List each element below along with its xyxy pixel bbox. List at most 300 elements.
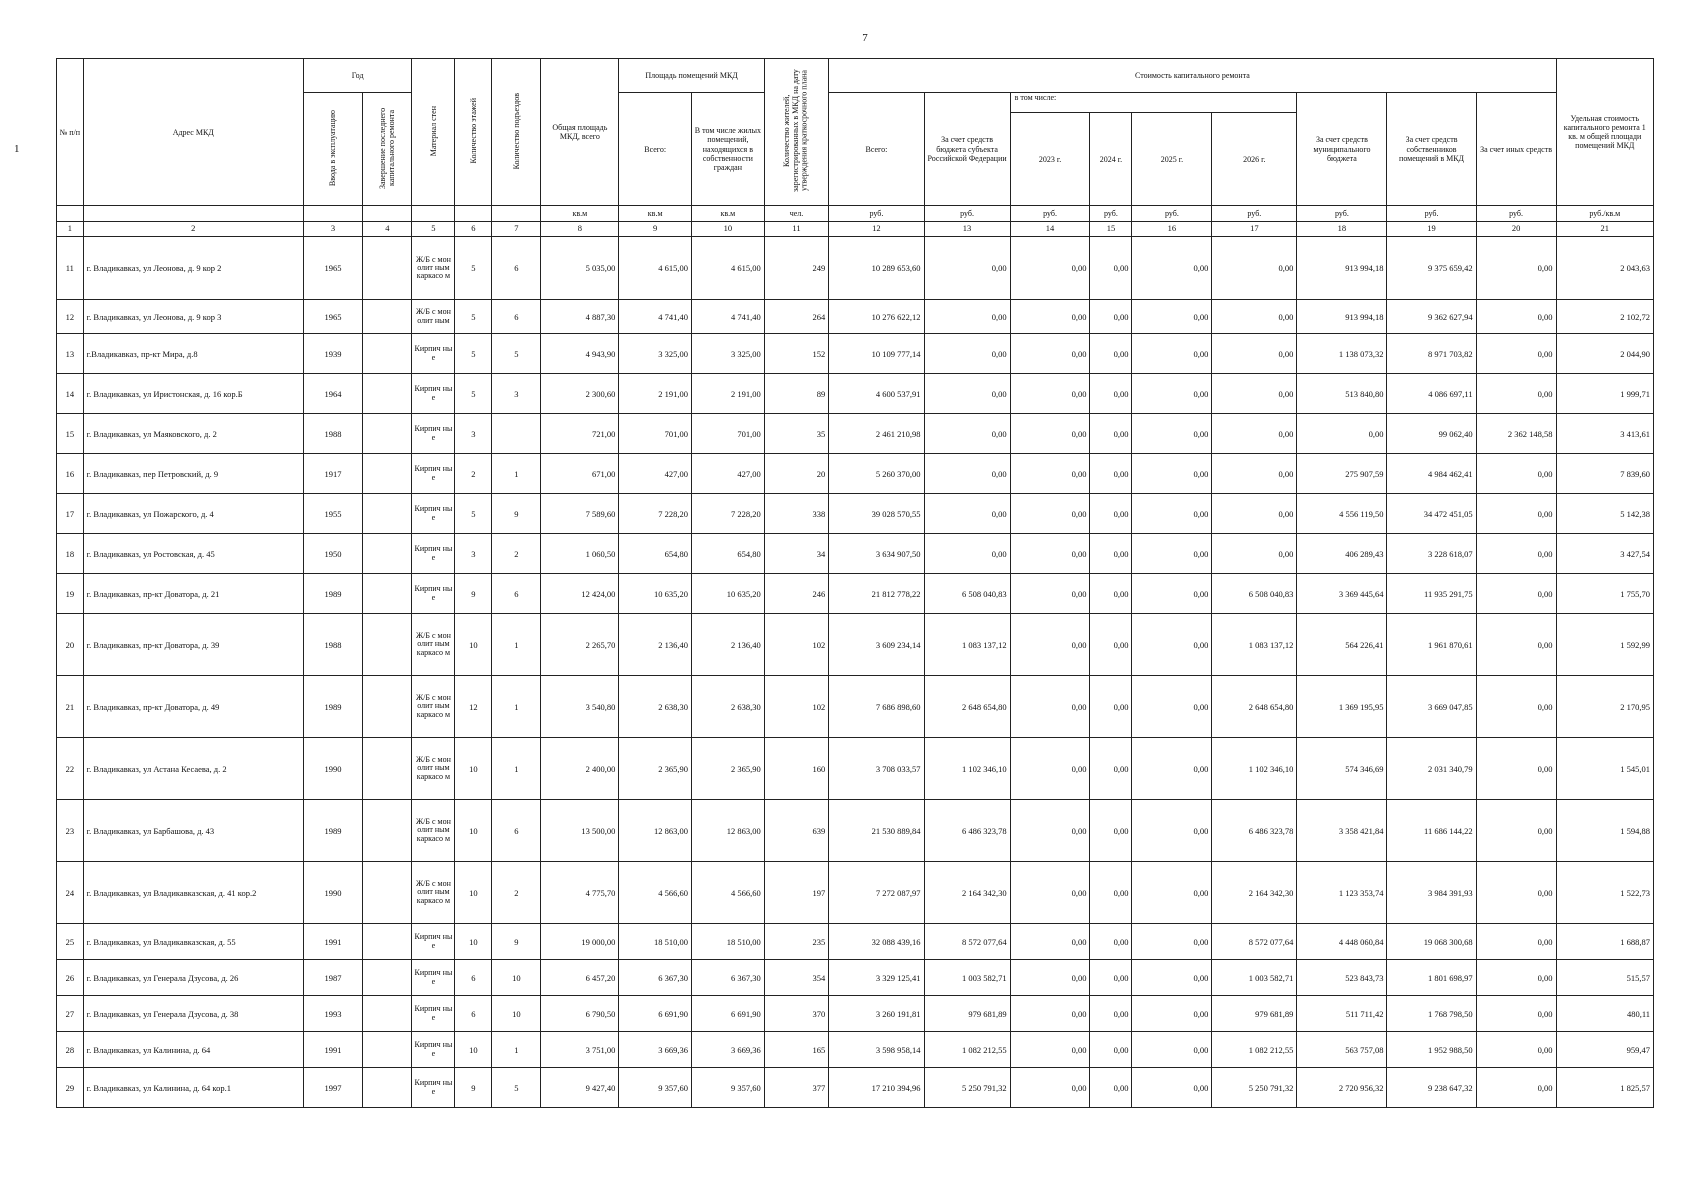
cell-subj: 6 508 040,83 bbox=[924, 574, 1010, 614]
cell-addr: г. Владикавказ, ул Генерала Дзусова, д. 26 bbox=[83, 960, 303, 996]
cell-c2025: 0,00 bbox=[1132, 614, 1212, 676]
cell-prem: 2 136,40 bbox=[619, 614, 692, 676]
cell-area: 2 400,00 bbox=[541, 738, 619, 800]
column-number: 7 bbox=[492, 222, 541, 237]
cell-other: 0,00 bbox=[1476, 1032, 1556, 1068]
cell-c2026: 6 486 323,78 bbox=[1212, 800, 1297, 862]
cell-unit: 3 413,61 bbox=[1556, 414, 1653, 454]
cell-c2026: 1 083 137,12 bbox=[1212, 614, 1297, 676]
cell-c2026: 0,00 bbox=[1212, 334, 1297, 374]
cell-entr: 1 bbox=[492, 676, 541, 738]
cell-mat: Кирпич ные bbox=[412, 454, 455, 494]
cell-other: 0,00 bbox=[1476, 374, 1556, 414]
cell-prem: 6 367,30 bbox=[619, 960, 692, 996]
column-number: 11 bbox=[764, 222, 829, 237]
cell-other: 0,00 bbox=[1476, 574, 1556, 614]
cell-other: 0,00 bbox=[1476, 676, 1556, 738]
cell-entr: 2 bbox=[492, 534, 541, 574]
cell-area: 9 427,40 bbox=[541, 1068, 619, 1108]
page-number: 7 bbox=[862, 32, 868, 44]
cell-c2023: 0,00 bbox=[1010, 996, 1090, 1032]
cell-mun: 1 138 073,32 bbox=[1297, 334, 1387, 374]
cell-entr: 3 bbox=[492, 374, 541, 414]
cell-year: 1939 bbox=[303, 334, 362, 374]
cell-repair bbox=[363, 414, 412, 454]
table-header bbox=[57, 59, 1654, 237]
cell-other: 0,00 bbox=[1476, 1068, 1556, 1108]
cell-year: 1991 bbox=[303, 924, 362, 960]
cell-year: 1989 bbox=[303, 574, 362, 614]
cell-subj: 979 681,89 bbox=[924, 996, 1010, 1032]
cell-floors: 5 bbox=[455, 334, 492, 374]
cell-prem: 4 615,00 bbox=[619, 237, 692, 300]
cell-area: 19 000,00 bbox=[541, 924, 619, 960]
cell-repair bbox=[363, 494, 412, 534]
cell-area: 5 035,00 bbox=[541, 237, 619, 300]
cell-own: 34 472 451,05 bbox=[1387, 494, 1476, 534]
cell-floors: 2 bbox=[455, 454, 492, 494]
column-number: 19 bbox=[1387, 222, 1476, 237]
cell-c2023: 0,00 bbox=[1010, 1068, 1090, 1108]
cell-addr: г. Владикавказ, ул Владикавказская, д. 55 bbox=[83, 924, 303, 960]
cell-own: 9 375 659,42 bbox=[1387, 237, 1476, 300]
cell-people: 20 bbox=[764, 454, 829, 494]
cell-mat: Кирпич ные bbox=[412, 574, 455, 614]
cell-addr: г. Владикавказ, ул Астана Кесаева, д. 2 bbox=[83, 738, 303, 800]
cell-floors: 6 bbox=[455, 996, 492, 1032]
cell-mat: Ж/Б с монолит ным каркасо м bbox=[412, 237, 455, 300]
cell-other: 0,00 bbox=[1476, 534, 1556, 574]
cell-c2024: 0,00 bbox=[1090, 676, 1132, 738]
cell-subj: 5 250 791,32 bbox=[924, 1068, 1010, 1108]
cell-own: 4 086 697,11 bbox=[1387, 374, 1476, 414]
cell-year: 1964 bbox=[303, 374, 362, 414]
table-row bbox=[57, 1068, 1654, 1108]
cell-c2023: 0,00 bbox=[1010, 374, 1090, 414]
cell-c2023: 0,00 bbox=[1010, 862, 1090, 924]
unit-cell: кв.м bbox=[541, 206, 619, 222]
cell-total: 3 708 033,57 bbox=[829, 738, 924, 800]
cell-mun: 1 123 353,74 bbox=[1297, 862, 1387, 924]
cell-c2025: 0,00 bbox=[1132, 574, 1212, 614]
unit-cell: чел. bbox=[764, 206, 829, 222]
cell-prem: 3 669,36 bbox=[619, 1032, 692, 1068]
cell-c2025: 0,00 bbox=[1132, 1068, 1212, 1108]
cell-own: 1 768 798,50 bbox=[1387, 996, 1476, 1032]
cell-c2023: 0,00 bbox=[1010, 237, 1090, 300]
cell-other: 2 362 148,58 bbox=[1476, 414, 1556, 454]
cell-c2023: 0,00 bbox=[1010, 676, 1090, 738]
cell-n: 18 bbox=[57, 534, 84, 574]
col-last-repair-header: Завершение последнего капитального ремонта bbox=[363, 93, 412, 206]
unit-cell: руб. bbox=[1476, 206, 1556, 222]
cell-own: 2 031 340,79 bbox=[1387, 738, 1476, 800]
cell-c2024: 0,00 bbox=[1090, 414, 1132, 454]
cell-entr: 6 bbox=[492, 574, 541, 614]
cell-unit: 2 044,90 bbox=[1556, 334, 1653, 374]
cell-c2023: 0,00 bbox=[1010, 300, 1090, 334]
cell-subj: 0,00 bbox=[924, 374, 1010, 414]
cell-n: 19 bbox=[57, 574, 84, 614]
cell-unit: 1 688,87 bbox=[1556, 924, 1653, 960]
cell-c2025: 0,00 bbox=[1132, 374, 1212, 414]
cell-total: 3 260 191,81 bbox=[829, 996, 924, 1032]
cell-area: 4 887,30 bbox=[541, 300, 619, 334]
cell-c2024: 0,00 bbox=[1090, 494, 1132, 534]
cell-prem: 12 863,00 bbox=[619, 800, 692, 862]
cell-other: 0,00 bbox=[1476, 924, 1556, 960]
cell-c2024: 0,00 bbox=[1090, 960, 1132, 996]
cell-entr: 10 bbox=[492, 960, 541, 996]
column-number: 17 bbox=[1212, 222, 1297, 237]
cell-resid: 2 136,40 bbox=[692, 614, 765, 676]
cell-own: 19 068 300,68 bbox=[1387, 924, 1476, 960]
cell-own: 99 062,40 bbox=[1387, 414, 1476, 454]
cell-own: 8 971 703,82 bbox=[1387, 334, 1476, 374]
cell-own: 11 935 291,75 bbox=[1387, 574, 1476, 614]
cell-mat: Ж/Б с монолит ным каркасо м bbox=[412, 800, 455, 862]
column-number: 5 bbox=[412, 222, 455, 237]
cell-prem: 18 510,00 bbox=[619, 924, 692, 960]
cell-n: 23 bbox=[57, 800, 84, 862]
cell-c2025: 0,00 bbox=[1132, 534, 1212, 574]
cell-entr: 1 bbox=[492, 738, 541, 800]
cell-c2024: 0,00 bbox=[1090, 1068, 1132, 1108]
cell-addr: г. Владикавказ, пр-кт Доватора, д. 21 bbox=[83, 574, 303, 614]
cell-mat: Ж/Б с монолит ным каркасо м bbox=[412, 676, 455, 738]
cell-people: 249 bbox=[764, 237, 829, 300]
cell-c2025: 0,00 bbox=[1132, 494, 1212, 534]
cell-people: 377 bbox=[764, 1068, 829, 1108]
cell-subj: 2 164 342,30 bbox=[924, 862, 1010, 924]
cell-c2023: 0,00 bbox=[1010, 334, 1090, 374]
cell-area: 4 775,70 bbox=[541, 862, 619, 924]
cell-resid: 6 691,90 bbox=[692, 996, 765, 1032]
cell-c2026: 979 681,89 bbox=[1212, 996, 1297, 1032]
cell-mun: 275 907,59 bbox=[1297, 454, 1387, 494]
cell-n: 12 bbox=[57, 300, 84, 334]
table-row bbox=[57, 374, 1654, 414]
cell-floors: 5 bbox=[455, 494, 492, 534]
cell-year: 1988 bbox=[303, 614, 362, 676]
cell-subj: 0,00 bbox=[924, 534, 1010, 574]
cell-resid: 4 566,60 bbox=[692, 862, 765, 924]
col-cost-total-header: Всего: bbox=[829, 93, 924, 206]
cell-c2024: 0,00 bbox=[1090, 300, 1132, 334]
cell-mun: 406 289,43 bbox=[1297, 534, 1387, 574]
cell-resid: 2 638,30 bbox=[692, 676, 765, 738]
unit-cell: руб. bbox=[1212, 206, 1297, 222]
cell-other: 0,00 bbox=[1476, 614, 1556, 676]
cell-subj: 6 486 323,78 bbox=[924, 800, 1010, 862]
table-row bbox=[57, 414, 1654, 454]
cell-addr: г. Владикавказ, ул Маяковского, д. 2 bbox=[83, 414, 303, 454]
cell-mun: 2 720 956,32 bbox=[1297, 1068, 1387, 1108]
col-residents-header: Количество жителей, зарегистрированных в МКД на дату утверждения краткосрочного плана bbox=[764, 59, 829, 206]
cell-c2024: 0,00 bbox=[1090, 237, 1132, 300]
cell-floors: 9 bbox=[455, 574, 492, 614]
col-address-header: Адрес МКД bbox=[83, 59, 303, 206]
cell-total: 10 276 622,12 bbox=[829, 300, 924, 334]
cell-entr: 6 bbox=[492, 800, 541, 862]
cell-c2024: 0,00 bbox=[1090, 738, 1132, 800]
cell-prem: 2 638,30 bbox=[619, 676, 692, 738]
cell-prem: 654,80 bbox=[619, 534, 692, 574]
cell-mat: Кирпич ные bbox=[412, 924, 455, 960]
cell-repair bbox=[363, 996, 412, 1032]
cell-c2024: 0,00 bbox=[1090, 996, 1132, 1032]
cell-addr: г. Владикавказ, пер Петровский, д. 9 bbox=[83, 454, 303, 494]
col-total-area-header: Общая площадь МКД, всего bbox=[541, 59, 619, 206]
cell-own: 11 686 144,22 bbox=[1387, 800, 1476, 862]
cell-c2024: 0,00 bbox=[1090, 1032, 1132, 1068]
cell-resid: 654,80 bbox=[692, 534, 765, 574]
cell-c2026: 1 102 346,10 bbox=[1212, 738, 1297, 800]
unit-cell: кв.м bbox=[619, 206, 692, 222]
cell-repair bbox=[363, 960, 412, 996]
cell-addr: г. Владикавказ, ул Ростовская, д. 45 bbox=[83, 534, 303, 574]
cell-other: 0,00 bbox=[1476, 800, 1556, 862]
cell-c2023: 0,00 bbox=[1010, 960, 1090, 996]
cell-subj: 1 082 212,55 bbox=[924, 1032, 1010, 1068]
cell-own: 1 801 698,97 bbox=[1387, 960, 1476, 996]
cell-c2025: 0,00 bbox=[1132, 738, 1212, 800]
cell-subj: 0,00 bbox=[924, 334, 1010, 374]
cell-unit: 959,47 bbox=[1556, 1032, 1653, 1068]
cell-unit: 1 999,71 bbox=[1556, 374, 1653, 414]
cell-addr: г. Владикавказ, ул Леонова, д. 9 кор 3 bbox=[83, 300, 303, 334]
cell-prem: 4 741,40 bbox=[619, 300, 692, 334]
cell-repair bbox=[363, 738, 412, 800]
year-group-header: Год bbox=[303, 59, 412, 93]
cell-prem: 2 191,00 bbox=[619, 374, 692, 414]
cell-mun: 3 358 421,84 bbox=[1297, 800, 1387, 862]
cell-repair bbox=[363, 676, 412, 738]
cell-resid: 4 741,40 bbox=[692, 300, 765, 334]
unit-cell: руб./кв.м bbox=[1556, 206, 1653, 222]
col-unit-cost-header: Удельная стоимость капитального ремонта 1 кв. м общей площади помещений МКД bbox=[1556, 59, 1653, 206]
table-row bbox=[57, 996, 1654, 1032]
cell-repair bbox=[363, 534, 412, 574]
cell-mun: 4 448 060,84 bbox=[1297, 924, 1387, 960]
cell-year: 1988 bbox=[303, 414, 362, 454]
cell-c2025: 0,00 bbox=[1132, 237, 1212, 300]
including-header: в том числе: bbox=[1010, 93, 1297, 113]
cell-prem: 9 357,60 bbox=[619, 1068, 692, 1108]
column-number: 3 bbox=[303, 222, 362, 237]
cell-resid: 7 228,20 bbox=[692, 494, 765, 534]
unit-cell: руб. bbox=[1132, 206, 1212, 222]
cell-floors: 6 bbox=[455, 960, 492, 996]
cell-subj: 0,00 bbox=[924, 454, 1010, 494]
premises-group-header: Площадь помещений МКД bbox=[619, 59, 764, 93]
cell-total: 3 329 125,41 bbox=[829, 960, 924, 996]
cell-prem: 427,00 bbox=[619, 454, 692, 494]
cell-n: 25 bbox=[57, 924, 84, 960]
cell-addr: г. Владикавказ, ул Барбашова, д. 43 bbox=[83, 800, 303, 862]
cell-total: 3 609 234,14 bbox=[829, 614, 924, 676]
cell-resid: 10 635,20 bbox=[692, 574, 765, 614]
cell-other: 0,00 bbox=[1476, 494, 1556, 534]
cell-entr: 1 bbox=[492, 614, 541, 676]
cell-other: 0,00 bbox=[1476, 738, 1556, 800]
cell-entr: 1 bbox=[492, 1032, 541, 1068]
cell-mun: 523 843,73 bbox=[1297, 960, 1387, 996]
cell-area: 3 540,80 bbox=[541, 676, 619, 738]
cell-mun: 511 711,42 bbox=[1297, 996, 1387, 1032]
cell-unit: 1 545,01 bbox=[1556, 738, 1653, 800]
cell-mun: 574 346,69 bbox=[1297, 738, 1387, 800]
cell-resid: 6 367,30 bbox=[692, 960, 765, 996]
cell-mun: 513 840,80 bbox=[1297, 374, 1387, 414]
cell-year: 1965 bbox=[303, 300, 362, 334]
col-num-header: № п/п bbox=[57, 59, 84, 206]
cell-subj: 0,00 bbox=[924, 414, 1010, 454]
cell-floors: 10 bbox=[455, 738, 492, 800]
cell-subj: 2 648 654,80 bbox=[924, 676, 1010, 738]
table-row bbox=[57, 738, 1654, 800]
cell-c2025: 0,00 bbox=[1132, 414, 1212, 454]
cell-c2026: 0,00 bbox=[1212, 534, 1297, 574]
cell-area: 3 751,00 bbox=[541, 1032, 619, 1068]
cell-c2026: 0,00 bbox=[1212, 237, 1297, 300]
col-premises-total-header: Всего: bbox=[619, 93, 692, 206]
cell-prem: 6 691,90 bbox=[619, 996, 692, 1032]
cell-people: 35 bbox=[764, 414, 829, 454]
cell-total: 21 530 889,84 bbox=[829, 800, 924, 862]
cell-n: 22 bbox=[57, 738, 84, 800]
cell-prem: 2 365,90 bbox=[619, 738, 692, 800]
cell-year: 1987 bbox=[303, 960, 362, 996]
col-cost-other-header: За счет иных средств bbox=[1476, 93, 1556, 206]
cell-resid: 2 365,90 bbox=[692, 738, 765, 800]
cell-floors: 3 bbox=[455, 534, 492, 574]
unit-cell: кв.м bbox=[692, 206, 765, 222]
cell-floors: 10 bbox=[455, 924, 492, 960]
cell-unit: 2 102,72 bbox=[1556, 300, 1653, 334]
table-row bbox=[57, 676, 1654, 738]
cell-year: 1917 bbox=[303, 454, 362, 494]
cell-unit: 1 592,99 bbox=[1556, 614, 1653, 676]
cell-repair bbox=[363, 574, 412, 614]
cell-n: 13 bbox=[57, 334, 84, 374]
cell-unit: 515,57 bbox=[1556, 960, 1653, 996]
cell-entr: 5 bbox=[492, 334, 541, 374]
cell-year: 1990 bbox=[303, 862, 362, 924]
cell-c2026: 0,00 bbox=[1212, 414, 1297, 454]
cell-mat: Кирпич ные bbox=[412, 414, 455, 454]
cell-subj: 1 083 137,12 bbox=[924, 614, 1010, 676]
col-2025-header: 2025 г. bbox=[1132, 113, 1212, 206]
cell-prem: 4 566,60 bbox=[619, 862, 692, 924]
cell-subj: 8 572 077,64 bbox=[924, 924, 1010, 960]
cell-mun: 1 369 195,95 bbox=[1297, 676, 1387, 738]
cell-c2023: 0,00 bbox=[1010, 534, 1090, 574]
cell-c2025: 0,00 bbox=[1132, 924, 1212, 960]
cell-year: 1993 bbox=[303, 996, 362, 1032]
cell-mun: 913 994,18 bbox=[1297, 300, 1387, 334]
cell-c2025: 0,00 bbox=[1132, 862, 1212, 924]
cell-area: 2 265,70 bbox=[541, 614, 619, 676]
cell-c2023: 0,00 bbox=[1010, 1032, 1090, 1068]
cell-resid: 3 325,00 bbox=[692, 334, 765, 374]
cell-floors: 10 bbox=[455, 1032, 492, 1068]
table-row bbox=[57, 1032, 1654, 1068]
column-number: 8 bbox=[541, 222, 619, 237]
col-cost-municipal-header: За счет средств муниципального бюджета bbox=[1297, 93, 1387, 206]
cell-repair bbox=[363, 614, 412, 676]
cell-mat: Кирпич ные bbox=[412, 334, 455, 374]
cell-own: 9 362 627,94 bbox=[1387, 300, 1476, 334]
cell-c2024: 0,00 bbox=[1090, 534, 1132, 574]
cell-c2023: 0,00 bbox=[1010, 494, 1090, 534]
cell-repair bbox=[363, 1032, 412, 1068]
column-number: 14 bbox=[1010, 222, 1090, 237]
cell-resid: 2 191,00 bbox=[692, 374, 765, 414]
cell-subj: 0,00 bbox=[924, 237, 1010, 300]
col-cost-subject-header: За счет средств бюджета субъекта Российской Федерации bbox=[924, 93, 1010, 206]
cell-unit: 5 142,38 bbox=[1556, 494, 1653, 534]
cell-total: 10 289 653,60 bbox=[829, 237, 924, 300]
table-row bbox=[57, 300, 1654, 334]
cell-subj: 0,00 bbox=[924, 300, 1010, 334]
table-body bbox=[57, 237, 1654, 1108]
table-row bbox=[57, 574, 1654, 614]
cell-c2025: 0,00 bbox=[1132, 1032, 1212, 1068]
cell-c2026: 0,00 bbox=[1212, 374, 1297, 414]
unit-cell: руб. bbox=[1387, 206, 1476, 222]
cell-people: 165 bbox=[764, 1032, 829, 1068]
cell-c2025: 0,00 bbox=[1132, 800, 1212, 862]
col-2024-header: 2024 г. bbox=[1090, 113, 1132, 206]
cell-total: 7 272 087,97 bbox=[829, 862, 924, 924]
table-row bbox=[57, 614, 1654, 676]
cell-addr: г. Владикавказ, ул Калинина, д. 64 кор.1 bbox=[83, 1068, 303, 1108]
margin-mark: 1 bbox=[14, 143, 20, 155]
column-number: 16 bbox=[1132, 222, 1212, 237]
col-2023-header: 2023 г. bbox=[1010, 113, 1090, 206]
cell-mat: Кирпич ные bbox=[412, 960, 455, 996]
table-row bbox=[57, 334, 1654, 374]
col-2026-header: 2026 г. bbox=[1212, 113, 1297, 206]
cell-people: 264 bbox=[764, 300, 829, 334]
cell-n: 16 bbox=[57, 454, 84, 494]
cell-c2023: 0,00 bbox=[1010, 454, 1090, 494]
cell-c2023: 0,00 bbox=[1010, 574, 1090, 614]
cell-c2025: 0,00 bbox=[1132, 300, 1212, 334]
cell-resid: 701,00 bbox=[692, 414, 765, 454]
cell-mat: Кирпич ные bbox=[412, 1032, 455, 1068]
cell-people: 354 bbox=[764, 960, 829, 996]
table-row bbox=[57, 960, 1654, 996]
cell-area: 13 500,00 bbox=[541, 800, 619, 862]
col-cost-owners-header: За счет средств собственников помещений в МКД bbox=[1387, 93, 1476, 206]
cell-c2025: 0,00 bbox=[1132, 454, 1212, 494]
column-number: 6 bbox=[455, 222, 492, 237]
column-number: 1 bbox=[57, 222, 84, 237]
cell-entr bbox=[492, 414, 541, 454]
cell-total: 3 634 907,50 bbox=[829, 534, 924, 574]
cell-mun: 564 226,41 bbox=[1297, 614, 1387, 676]
cell-people: 102 bbox=[764, 676, 829, 738]
table-row bbox=[57, 454, 1654, 494]
cell-c2026: 0,00 bbox=[1212, 300, 1297, 334]
cell-unit: 2 043,63 bbox=[1556, 237, 1653, 300]
cell-own: 3 984 391,93 bbox=[1387, 862, 1476, 924]
cell-n: 24 bbox=[57, 862, 84, 924]
table-row bbox=[57, 494, 1654, 534]
cell-people: 89 bbox=[764, 374, 829, 414]
